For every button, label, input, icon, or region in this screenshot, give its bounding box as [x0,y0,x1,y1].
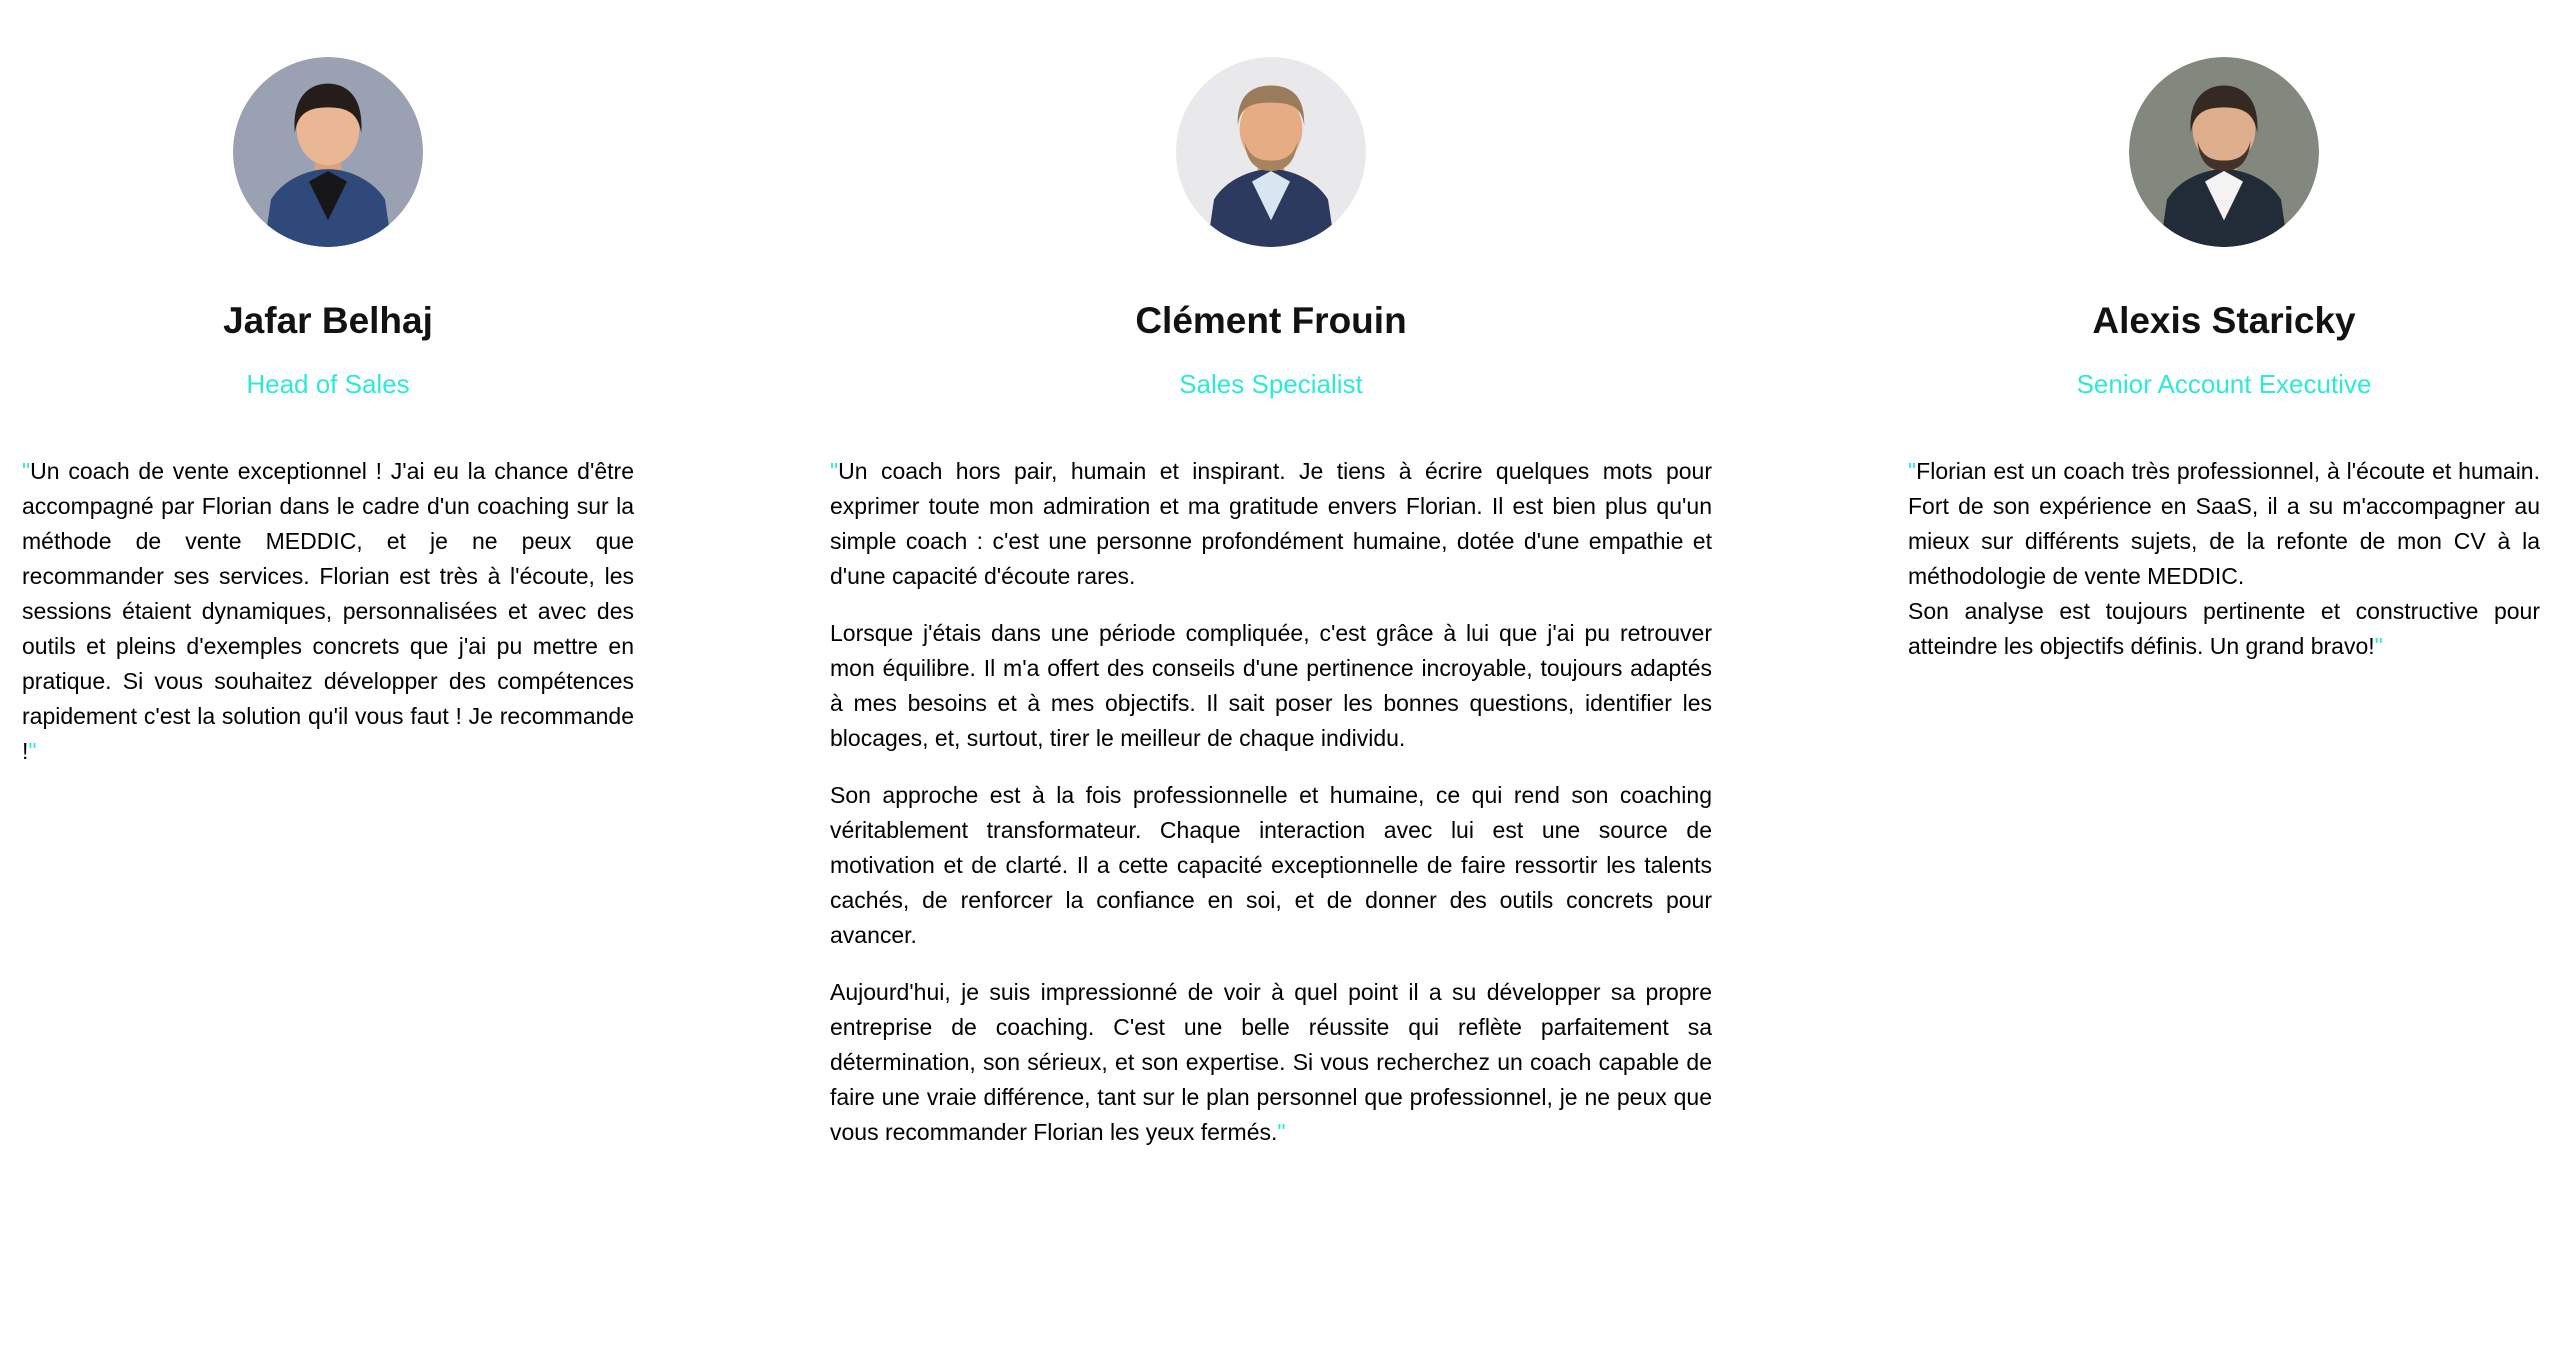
quote-mark: " [28,738,37,764]
quote-mark: " [1908,458,1917,484]
testimonial-card-clement [830,57,1712,1150]
avatar-photo [233,57,423,247]
testimonial-paragraph: "Florian est un coach très professionnel, à l'écoute et humain. Fort de son expérience en SaaS, il a su m'accompagner au mieux sur différents sujets, de la refonte de mon CV à la méthodologie de vente MEDDIC. Son analyse est toujours pertinente et constructive pour atteindre les objectifs définis. Un grand bravo!" [1908,458,2540,659]
person-name: Jafar Belhaj [223,300,433,341]
quote-mark: " [1277,1119,1286,1145]
avatar-illustration [2129,57,2319,247]
avatar-illustration [233,57,423,247]
testimonial-card-jafar [22,57,634,1150]
quote-mark: " [830,458,839,484]
person-role: Head of Sales [246,369,410,399]
quote-mark: " [2374,633,2383,659]
testimonial-text [830,454,1712,1150]
testimonial-paragraph: "Un coach de vente exceptionnel ! J'ai eu la chance d'être accompagné par Florian dans le cadre d'un coaching sur la méthode de vente MEDDIC, et je ne peux que recommander ses services. Florian est très à l'écoute, les sessions étaient dynamiques, personnalisées et avec des outils et pleins d'exemples concrets que j'ai pu mettre en pratique. Si vous souhaitez développer des compétences rapidement c'est la solution qu'il vous faut ! Je recommande !" [22,458,634,764]
avatar-illustration [1176,57,1366,247]
testimonial-paragraph: "Un coach hors pair, humain et inspirant. Je tiens à écrire quelques mots pour exprimer toute mon admiration et ma gratitude envers Florian. Il est bien plus qu'un simple coach : c'est une personne profondément humaine, dotée d'une empathie et d'une capacité d'écoute rares. [830,458,1712,589]
testimonial-paragraph: Lorsque j'étais dans une période compliquée, c'est grâce à lui que j'ai pu retrouver mon équilibre. Il m'a offert des conseils d'une pertinence incroyable, toujours adaptés à mes besoins et à mes objectifs. Il sait poser les bonnes questions, identifier les blocages, et, surtout, tirer le meilleur de chaque individu. [830,620,1712,751]
testimonial-paragraph: Aujourd'hui, je suis impressionné de voir à quel point il a su développer sa propre entreprise de coaching. C'est une belle réussite qui reflète parfaitement sa détermination, son sérieux, et son expertise. Si vous recherchez un coach capable de faire une vraie différence, tant sur le plan personnel que professionnel, je ne peux que vous recommander Florian les yeux fermés." [830,979,1712,1145]
avatar-photo [2129,57,2319,247]
person-name: Clément Frouin [1135,300,1407,341]
testimonial-text [22,454,634,769]
quote-mark: " [22,458,31,484]
avatar-photo [1176,57,1366,247]
person-role: Sales Specialist [1179,369,1363,399]
testimonial-paragraph: Son approche est à la fois professionnelle et humaine, ce qui rend son coaching véritablement transformateur. Chaque interaction avec lui est une source de motivation et de clarté. Il a cette capacité exceptionnelle de faire ressortir les talents cachés, de renforcer la confiance en soi, et de donner des outils concrets pour avancer. [830,782,1712,948]
person-role: Senior Account Executive [2076,369,2372,399]
testimonial-card-alexis [1908,57,2540,1150]
person-name: Alexis Staricky [2092,300,2356,341]
testimonial-text [1908,454,2540,664]
